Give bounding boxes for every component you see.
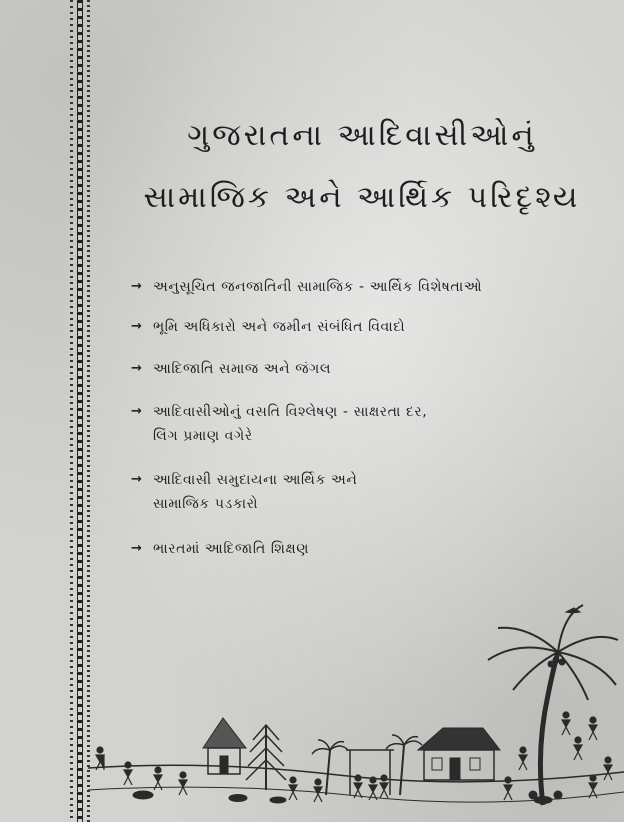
arrow-icon: →	[131, 279, 142, 294]
topic-line: ભૂમિ અધિકારો અને જમીન સંબંધિત વિવાદો	[153, 319, 406, 335]
topic-item	[131, 468, 357, 516]
topic-line: સામાજિક પડકારો	[153, 496, 259, 512]
arrow-icon: →	[131, 404, 142, 419]
topic-item	[131, 400, 427, 448]
topic-line: લિંગ પ્રમાણ વગેરે	[153, 428, 253, 444]
arrow-icon: →	[131, 472, 142, 487]
topic-line: આદિવાસી સમુદાયના આર્થિક અને	[153, 472, 358, 488]
border-diamond-pattern	[77, 0, 83, 822]
warli-village-illustration	[88, 600, 624, 822]
topic-item	[131, 275, 482, 299]
topic-line: આદિજાતિ સમાજ અને જંગલ	[153, 361, 332, 377]
arrow-icon: →	[131, 361, 142, 376]
topic-item	[131, 537, 309, 561]
topic-item	[131, 315, 405, 339]
topic-line: ભારતમાં આદિજાતિ શિક્ષણ	[153, 541, 310, 557]
title-line-1: ગુજરાતના આદિવાસીઓનું	[187, 118, 537, 153]
arrow-icon: →	[131, 319, 142, 334]
topic-line: અનુસૂચિત જનજાતિની સામાજિક - આર્થિક વિશેષતાઓ	[153, 279, 483, 295]
arrow-icon: →	[131, 541, 142, 556]
title-line-2: સામાજિક અને આર્થિક પરિદૃશ્ય	[143, 180, 581, 215]
topic-line: આદિવાસીઓનું વસતિ વિશ્લેષણ - સાક્ષરતા દર,	[153, 404, 428, 420]
topic-item	[131, 357, 331, 381]
